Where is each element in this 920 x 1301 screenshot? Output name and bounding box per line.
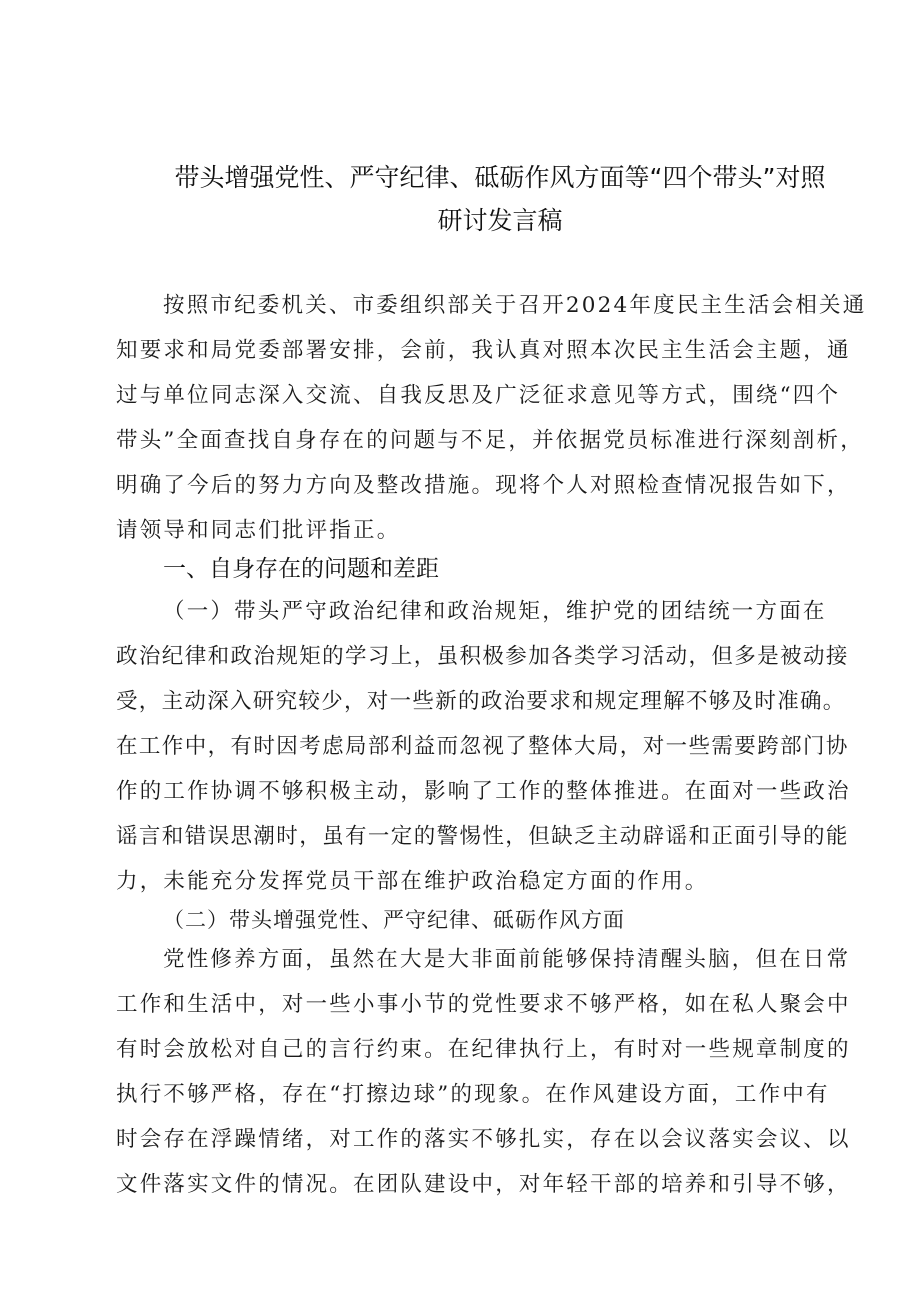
- subsection-2-heading: （二）带头增强党性、严守纪律、砥砺作风方面: [163, 908, 625, 932]
- document-title-line-1: 带头增强党性、严守纪律、砥砺作风方面等“四个带头”对照: [174, 163, 826, 192]
- subsection-2-line: 文件落实文件的情况。在团队建设中，对年轻干部的培养和引导不够，: [116, 1172, 851, 1197]
- intro-line: 按照市纪委机关、市委组织部关于召开2024年度民主生活会相关通: [163, 293, 867, 318]
- subsection-1-line: 在工作中，有时因考虑局部利益而忽视了整体大局，对一些需要跨部门协: [116, 734, 849, 759]
- document-title-line-2: 研讨发言稿: [437, 206, 563, 235]
- intro-line: 知要求和局党委部署安排，会前，我认真对照本次民主生活会主题，通: [116, 338, 851, 363]
- subsection-1-line: 作的工作协调不够积极主动，影响了工作的整体推进。在面对一些政治: [116, 779, 851, 804]
- subsection-2-line: 时会存在浮躁情绪，对工作的落实不够扎实，存在以会议落实会议、以: [116, 1127, 851, 1152]
- section-heading: 一、自身存在的问题和差距: [163, 556, 439, 582]
- subsection-2-line: 工作和生活中，对一些小事小节的党性要求不够严格，如在私人聚会中: [116, 992, 851, 1017]
- subsection-1-line: 政治纪律和政治规矩的学习上，虽积极参加各类学习活动，但多是被动接: [116, 644, 849, 669]
- intro-line: 过与单位同志深入交流、自我反思及广泛征求意见等方式，围绕“四个: [116, 383, 841, 408]
- intro-line: 明确了今后的努力方向及整改措施。现将个人对照检查情况报告如下，: [116, 473, 851, 498]
- subsection-2-line: 有时会放松对自己的言行约束。在纪律执行上，有时对一些规章制度的: [116, 1037, 851, 1062]
- subsection-1-line: 受，主动深入研究较少，对一些新的政治要求和规定理解不够及时准确。: [116, 689, 846, 714]
- subsection-1-line: （一）带头严守政治纪律和政治规矩，维护党的团结统一方面在: [163, 599, 827, 624]
- subsection-2-line: 执行不够严格，存在“打擦边球”的现象。在作风建设方面，工作中有: [116, 1082, 830, 1107]
- intro-line: 带头”全面查找自身存在的问题与不足，并依据党员标准进行深刻剖析，: [116, 428, 864, 453]
- subsection-2-line: 党性修养方面，虽然在大是大非面前能够保持清醒头脑，但在日常: [163, 947, 851, 972]
- subsection-1-line: 谣言和错误思潮时，虽有一定的警惕性，但缺乏主动辟谣和正面引导的能: [116, 824, 849, 849]
- intro-line: 请领导和同志们批评指正。: [116, 518, 401, 543]
- subsection-1-line: 力，未能充分发挥党员干部在维护政治稳定方面的作用。: [116, 869, 709, 894]
